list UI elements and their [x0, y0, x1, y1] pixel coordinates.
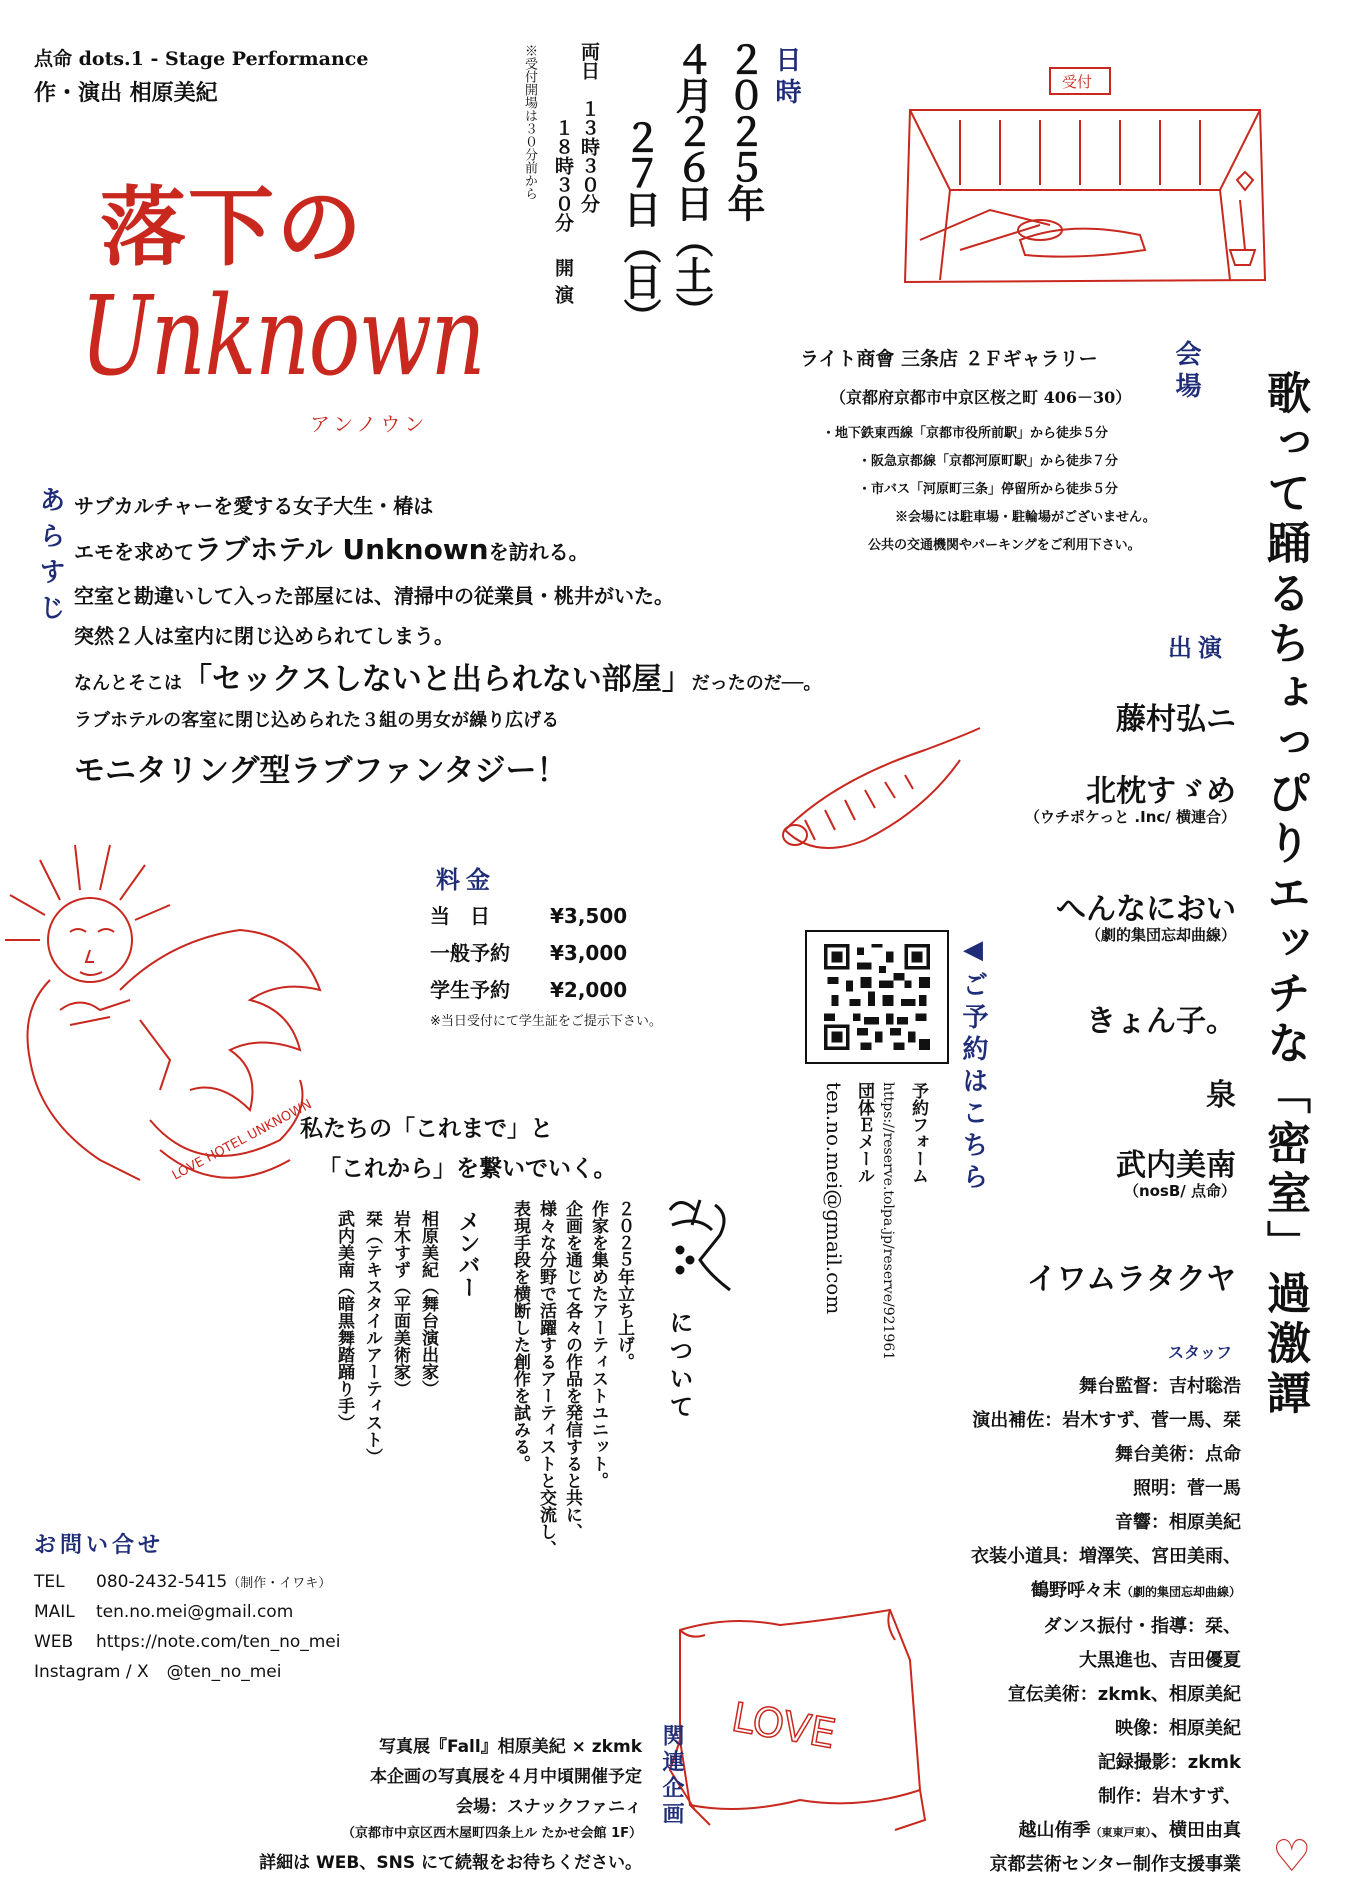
about-desc-3: 企画を通じて各々の作品を発信すると共に、: [562, 1200, 582, 1540]
staff-line-14-name: 越山侑季: [1018, 1820, 1091, 1841]
price-value-day: ¥3,500: [550, 904, 628, 928]
cast-member-7: イワムラタクヤ: [1026, 1262, 1236, 1297]
times-label: 両日: [578, 42, 600, 80]
contact-tel-note: （制作・イワキ）: [227, 1576, 332, 1591]
staff-line-2: 演出補佐：岩木すず、菅一馬、栞: [972, 1410, 1241, 1431]
cast-member-6: 武内美南: [1116, 1148, 1236, 1183]
synopsis-line-3: 空室と勘違いして入った部屋には、清掃中の従業員・桃井がいた。: [74, 584, 674, 608]
director-credit: 作・演出 相原美紀: [34, 80, 218, 106]
synopsis-line-1: サブカルチャーを愛する女子大生・椿は: [74, 494, 434, 518]
ten-no-mei-logo-icon: [660, 1190, 750, 1300]
synopsis-line-4: 突然２人は室内に閉じ込められてしまう。: [74, 624, 454, 648]
contact-sns-label: Instagram / X: [34, 1662, 149, 1682]
date-day1: ４月２６日（土）: [669, 40, 714, 328]
staff-line-8: ダンス振付・指導：栞、: [1043, 1616, 1241, 1637]
contact-mail-label: MAIL: [34, 1602, 75, 1622]
staff-line-9: 大黒進也、吉田優夏: [1079, 1650, 1241, 1671]
price-value-student: ¥2,000: [550, 978, 628, 1002]
price-label: 料金: [436, 866, 496, 894]
synopsis-line-5-big: 「セックスしないと出られない部屋」: [182, 662, 692, 697]
cast-member-3: へんなにおい: [1056, 892, 1236, 927]
angel-illustration: [0, 820, 330, 1220]
synopsis-line-6: ラブホテルの客室に閉じ込められた３組の男女が繰り広げる: [74, 710, 560, 731]
ribbon-text: LOVE HOTEL UNKNOWN: [169, 1097, 315, 1184]
cast-member-6-aff: （nosB/ 点命）: [1123, 1182, 1236, 1200]
cast-member-5: 泉: [1206, 1078, 1236, 1113]
staff-line-14: [1019, 1816, 1242, 1842]
cast-member-3-aff: （劇的集団忘却曲線）: [1085, 926, 1236, 944]
contact-tel-label: TEL: [34, 1572, 65, 1592]
staff-line-15: 京都芸術センター制作支援事業: [989, 1854, 1241, 1875]
room-illustration: [900, 50, 1280, 290]
synopsis-line-7: モニタリング型ラブファンタジー！: [74, 753, 568, 789]
staff-line-7-name: 鶴野呼々末: [1030, 1580, 1121, 1601]
price-type-day: 当 日: [430, 904, 490, 928]
related-line-5: 詳細は WEB、SNS にて続報をお待ちください。: [259, 1853, 642, 1873]
reservation-label: ◀ご予約はこちら: [958, 935, 988, 1195]
staff-line-6: 衣装小道具：増澤笑、宮田美雨、: [971, 1546, 1241, 1567]
venue-access-3: ・市バス「河原町三条」停留所から徒歩５分: [858, 482, 1119, 497]
staff-line-3: 舞台美術：点命: [1115, 1444, 1241, 1465]
staff-line-14-tail: 、横田由真: [1151, 1820, 1241, 1841]
title-main: 落下の: [100, 177, 364, 278]
venue-access-2: ・阪急京都線「京都河原町駅」から徒歩７分: [858, 454, 1119, 469]
contact-mail-row: [34, 1602, 293, 1622]
synopsis-line-2-big: ラブホテル Unknown: [194, 533, 489, 566]
qr-code[interactable]: [805, 930, 949, 1064]
pillow-illustration: [660, 1600, 930, 1840]
company-name: 点命 dots.1 - Stage Performance: [34, 48, 369, 70]
title-kana: アンノウン: [310, 412, 429, 436]
staff-label: スタッフ: [1168, 1343, 1233, 1362]
cast-member-4: きょん子。: [1086, 1004, 1236, 1039]
contact-mail[interactable]: ten.no.mei@gmail.com: [96, 1602, 294, 1622]
about-logo-text: について: [665, 1310, 694, 1422]
datetime-note: ※受付開場は３０分前から: [522, 44, 537, 200]
staff-line-7-aff: （劇的集団忘却曲線）: [1120, 1585, 1241, 1599]
contact-sns-row: [34, 1662, 282, 1682]
venue-access-1: ・地下鉄東西線「京都市役所前駅」から徒歩５分: [822, 426, 1109, 441]
about-members-label: メンバー: [455, 1210, 480, 1298]
price-type-student: 学生予約: [430, 978, 510, 1002]
staff-line-12: 記録撮影：zkmk: [1097, 1752, 1241, 1773]
contact-web-label: WEB: [34, 1632, 74, 1652]
related-line-2: 本企画の写真展を４月中頃開催予定: [370, 1767, 642, 1787]
related-label: 関連企画: [659, 1724, 684, 1828]
about-desc-4: 様々な分野で活躍するアーティストと交流し、: [536, 1200, 556, 1557]
reservation-email[interactable]: ten.no.mei@gmail.com: [822, 1082, 846, 1315]
about-desc-2: 作家を集めたアーティストユニット。: [588, 1200, 608, 1489]
reservation-email-label: 団体Ｅメール: [854, 1082, 874, 1184]
contact-tel[interactable]: 080-2432-5415: [96, 1572, 228, 1592]
date-day2: ２７日（日）: [617, 118, 662, 334]
cast-member-2-aff: （ウチポケっと .Inc/ 横連合）: [1024, 808, 1236, 826]
about-member-1: 相原美紀（舞台演出家）: [418, 1210, 438, 1397]
contact-label: お問い合せ: [34, 1533, 165, 1558]
about-desc-5: 表現手段を横断した創作を試みる。: [510, 1200, 530, 1472]
related-line-1: 写真展『Fall』相原美紀 × zkmk: [378, 1737, 642, 1757]
related-line-3: 会場：スナックファニィ: [456, 1797, 642, 1817]
price-value-general: ¥3,000: [550, 941, 628, 965]
datetime-label: 日時: [771, 46, 801, 110]
venue-note-1: ※会場には駐車場・駐輪場がございません。: [895, 510, 1156, 525]
price-row-day: [430, 900, 627, 929]
tagline: [1259, 370, 1310, 1420]
pillow-text: LOVE: [728, 1694, 839, 1758]
tagline-part2: 「密室」過激譚: [1259, 1070, 1310, 1420]
venue-label: 会場: [1171, 340, 1201, 404]
staff-line-10: 宣伝美術：zkmk、相原美紀: [1007, 1684, 1241, 1705]
price-row-general: [430, 937, 627, 966]
heart-icon: ♡: [1272, 1831, 1312, 1882]
reservation-form-label: 予約フォーム: [908, 1082, 928, 1184]
feather-illustration: [775, 720, 995, 870]
about-slogan-1: 私たちの「これまで」と: [300, 1115, 553, 1142]
synopsis-line-5: [74, 654, 821, 698]
time-1: １３時３０分: [578, 99, 600, 213]
title-unknown: Unknown: [80, 272, 485, 400]
contact-web[interactable]: https://note.com/ten_no_mei: [96, 1632, 341, 1652]
about-slogan-2: 「これから」を繋いでいく。: [318, 1155, 617, 1182]
price-row-student: [430, 974, 627, 1003]
synopsis-line-2: [74, 528, 589, 568]
staff-line-14-aff: （東東戸東）: [1090, 1826, 1151, 1839]
synopsis-label: あらすじ: [35, 486, 65, 630]
qr-code-pattern: [819, 944, 935, 1050]
price-note: ※当日受付にて学生証をご提示下さい。: [430, 1014, 662, 1029]
venue-name: ライト商會 三条店 ２Ｆギャラリー: [800, 348, 1098, 370]
about-member-4: 武内美南（暗黒舞踏踊り手）: [334, 1210, 354, 1431]
contact-tel-row: [34, 1572, 331, 1592]
cast-member-2: 北枕すゞめ: [1086, 774, 1236, 809]
price-type-general: 一般予約: [430, 941, 510, 965]
tagline-part1: 歌って踊るちょっぴりエッチな: [1259, 370, 1310, 1070]
synopsis-line-2-post: を訪れる。: [488, 540, 589, 564]
contact-sns[interactable]: @ten_no_mei: [166, 1662, 282, 1682]
staff-line-11: 映像：相原美紀: [1115, 1718, 1241, 1739]
about-member-2: 岩木すず（平面美術家）: [390, 1210, 410, 1397]
about-member-3: 栞（テキスタイルアーティスト）: [362, 1210, 382, 1465]
kaien-label: 開演: [552, 258, 574, 312]
time-both-days: [576, 42, 603, 213]
synopsis-line-2-pre: エモを求めて: [74, 540, 194, 564]
venue-address: （京都府京都市中京区桜之町 406－30）: [830, 388, 1132, 407]
staff-line-5: 音響：相原美紀: [1115, 1512, 1241, 1533]
room-sign-text: 受付: [1062, 73, 1093, 91]
about-desc-1: ２０２５年立ち上げ。: [614, 1200, 634, 1370]
staff-line-13: 制作：岩木すず、: [1098, 1786, 1241, 1807]
staff-line-1: 舞台監督：吉村聡浩: [1079, 1376, 1241, 1397]
staff-line-7: [1031, 1576, 1241, 1602]
reservation-form-url[interactable]: https://reserve.tolpa.jp/reserve/921961: [880, 1082, 896, 1361]
synopsis-line-5-post: だったのだ──。: [691, 673, 822, 694]
time-2: １８時３０分: [552, 118, 574, 232]
date-year: ２０２５年: [721, 40, 766, 220]
related-line-4: （京都市中京区西木屋町四条上ル たかせ会館 1F）: [342, 1826, 642, 1841]
staff-line-4: 照明：菅一馬: [1133, 1478, 1241, 1499]
venue-note-2: 公共の交通機関やパーキングをご利用下さい。: [868, 538, 1141, 553]
contact-web-row: [34, 1632, 341, 1652]
synopsis-line-5-pre: なんとそこは: [74, 673, 182, 694]
cast-member-1: 藤村弘ニ: [1116, 702, 1236, 737]
cast-label: 出演: [1168, 634, 1228, 662]
